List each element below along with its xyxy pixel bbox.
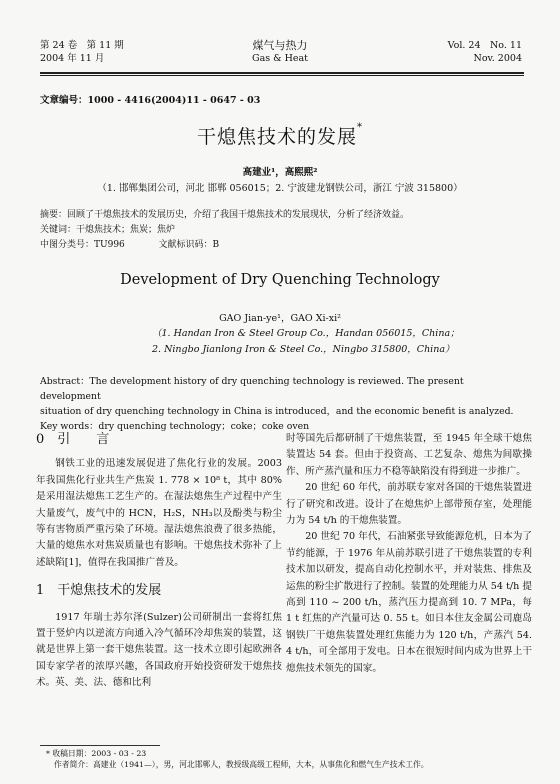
right-paragraph-1: 时等国先后都研制了干熄焦装置，至 1945 年全球干熄焦装置达 54 套。但由于投资高、工艺复杂、熄焦为间歇操作、所产蒸汽量和压力不稳等缺陷没有得到进一步推广。 xyxy=(286,433,532,477)
keywords-cn: 关键词：干熄焦技术；焦炭；焦炉 xyxy=(40,225,176,235)
volume-issue: 第 24 卷 第 11 期 xyxy=(40,40,124,51)
left-column xyxy=(36,432,282,692)
right-paragraph-3: 20 世纪 70 年代，石油紧张导致能源危机，日本为了节约能源，于 1976 年从前苏联引进了干熄焦装置的专利技术加以研发，提高自动化控制水平，并对装焦、排焦及运焦的粉尘扩散进行了控制。装置的处理能力从 54 t/h 提高到 110 ~ 200 t/h，蒸汽压力提高到 10. 7 MPa，每 1 t 红焦的产汽量可达 0. 55 t。如日本住友金属公司鹿岛钢铁厂干熄焦装置处理红焦能力为 120 t/h，产蒸汽 54. 4 t/h，可全部用于发电。日本在很短时间内成为世界上干熄焦技术领先的国家。 xyxy=(286,531,532,674)
section-1-paragraph: 1917 年瑞士苏尔泽(Sulzer)公司研制出一套将红焦置于竖炉内以逆流方向通入冷气循环冷却焦炭的装置，这就是世界上第一套干熄焦装置。这一技术立即引起欧洲各国专家学者的浓厚兴趣，各国政府开始投资研发干熄焦技术。英、美、法、德和比利 xyxy=(36,611,282,689)
affiliation-en-1: （1. Handan Iron & Steel Group Co.，Handan 056015，China； xyxy=(152,328,460,339)
authors-cn: 高建业¹，高熙熙² xyxy=(242,167,318,178)
header-rule-thick xyxy=(40,72,524,74)
document-code: 文献标识码：B xyxy=(158,240,220,250)
footnote xyxy=(46,748,429,770)
journal-name-en: Gas & Heat xyxy=(251,53,308,64)
classification-code: 中图分类号：TU996 xyxy=(40,240,125,250)
footnote-mark: * xyxy=(46,749,50,758)
header-rule-thin xyxy=(40,75,524,76)
section-0-heading: 0 引 言 xyxy=(36,432,110,447)
abstract-en-2: situation of dry quenching technology in China is introduced，and the economic benefit is analyzed. xyxy=(40,406,514,417)
abstract-en-1: Abstract：The development history of dry quenching technology is reviewed. The present development xyxy=(40,376,464,402)
date-en: Nov. 2004 xyxy=(473,53,522,64)
affiliation-en-2: 2. Ningbo Jianlong Iron & Steel Co.，Ningbo 315800，China） xyxy=(152,344,455,355)
section-1-heading: 1 干熄焦技术的发展 xyxy=(36,583,162,599)
abstract-cn: 摘要：回顾了干熄焦技术的发展历史，介绍了我国干熄焦技术的发展现状，分析了经济效益。 xyxy=(40,210,410,220)
paper-title-cn xyxy=(0,122,560,149)
right-paragraph-2: 20 世纪 60 年代，前苏联专家对各国的干熄焦装置进行了研究和改进。设计了在熄焦炉上部带预存室，处理能力为 54 t/h 的干熄焦装置。 xyxy=(286,482,532,527)
journal-name-cn: 煤气与热力 xyxy=(252,39,308,52)
issue-date: 2004 年 11 月 xyxy=(40,53,105,64)
classification-row xyxy=(40,238,409,253)
received-date: 收稿日期：2003 - 03 - 23 xyxy=(52,749,147,758)
authors-en: GAO Jian-ye¹，GAO Xi-xi² xyxy=(219,313,341,324)
footnote-received-row xyxy=(46,748,429,759)
abstract-en-block xyxy=(40,374,524,434)
affiliation-en xyxy=(152,326,460,358)
paper-title-en: Development of Dry Quenching Technology xyxy=(120,272,440,288)
affiliation-cn: （1. 邯郸集团公司，河北 邯郸 056015；2. 宁波建龙钢铁公司，浙江 宁波 315800） xyxy=(97,183,463,194)
title-footnote-mark: * xyxy=(357,122,363,133)
footnote-rule xyxy=(40,745,160,746)
keywords-en: Key words：dry quenching technology；coke；coke oven xyxy=(40,421,310,432)
article-number: 文章编号：1000 - 4416(2004)11 - 0647 - 03 xyxy=(40,95,261,106)
right-column xyxy=(286,431,532,677)
abstract-cn-block xyxy=(40,208,409,253)
author-bio: 作者简介：高建业（1941—），男，河北邯郸人，教授级高级工程师，大本，从事焦化和燃气生产技术工作。 xyxy=(54,760,429,769)
journal-vol-en xyxy=(448,39,522,65)
section-0-paragraph: 钢铁工业的迅速发展促进了焦化行业的发展。2003 年我国焦化行业共生产焦炭 1. 778 × 10⁸ t，其中 80% 是采用湿法熄焦工艺生产的。在湿法熄焦生产过程中产生大量废气，废气中的 HCN，H₂S，NH₃以及酚类与粉尘等有害物质严重污染了环境。湿法熄焦浪费了很多热能，大量的熄焦水对焦炭质量也有影响。干熄焦技术弥补了上述缺陷[1]，值得在我国推广普及。 xyxy=(36,458,282,568)
title-cn-text: 干熄焦技术的发展 xyxy=(196,126,357,148)
vol-no-en: Vol. 24 No. 11 xyxy=(447,40,522,51)
